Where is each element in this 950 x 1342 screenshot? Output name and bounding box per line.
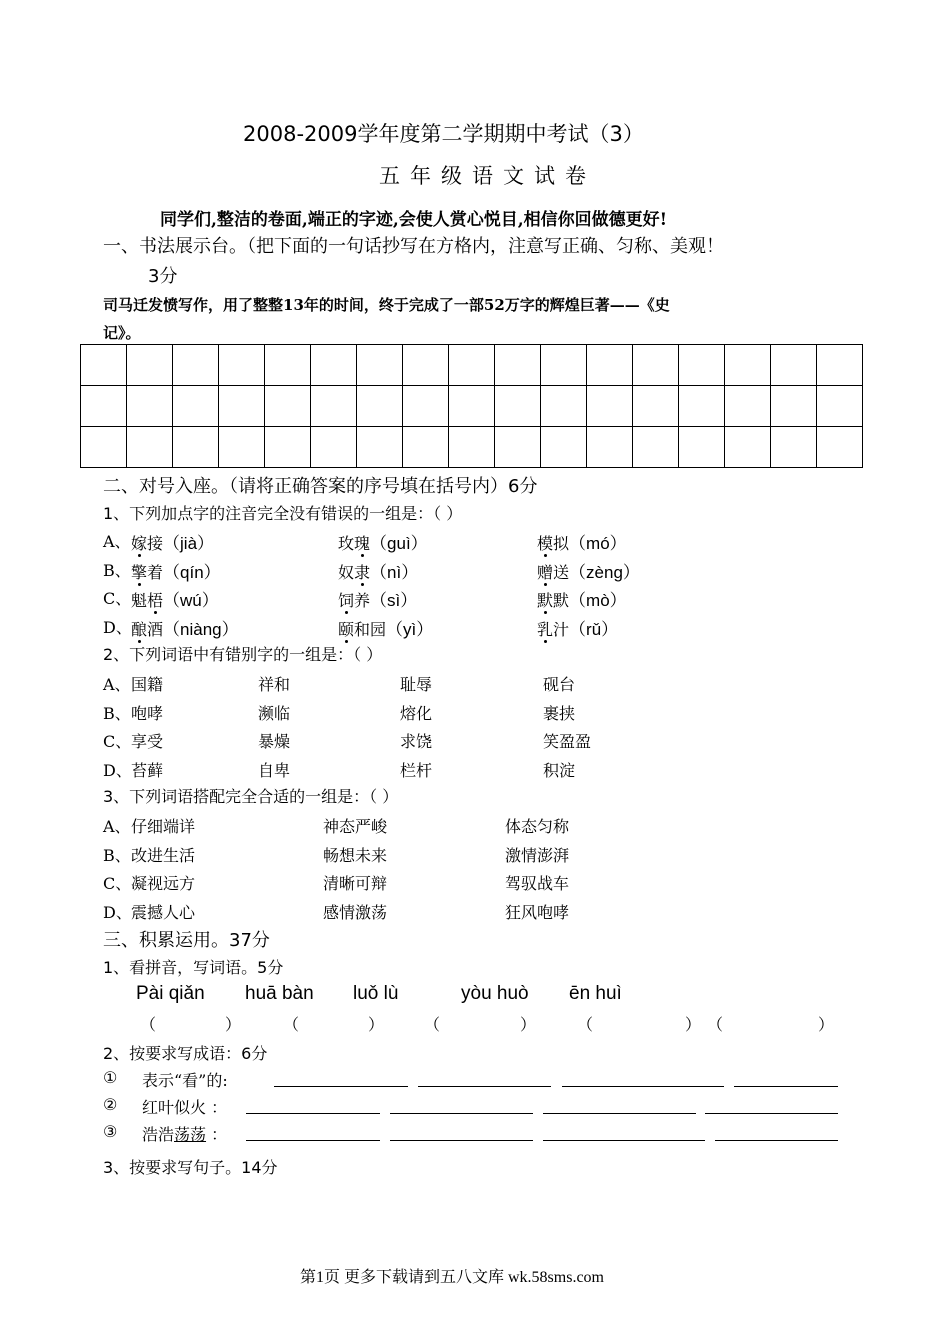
- idiom-number: ②: [103, 1095, 118, 1114]
- option-word: 熔化: [400, 703, 433, 723]
- dotted-char: 乳: [537, 617, 553, 640]
- idiom-prompt-text: ：: [206, 1125, 228, 1144]
- option-label: A、: [103, 675, 131, 694]
- idiom-prompt-text: 表示“看”的:: [142, 1071, 228, 1090]
- idiom-number: ③: [103, 1122, 118, 1141]
- answer-blank[interactable]: [543, 1113, 696, 1114]
- section1-score: 3分: [148, 266, 178, 287]
- pinyin-word: luǒ lù: [353, 983, 399, 1004]
- dotted-char: 隶: [354, 560, 370, 583]
- answer-paren-left[interactable]: （: [140, 1015, 157, 1034]
- option-word: 耻辱: [400, 675, 433, 694]
- option-word: 积淀: [543, 760, 576, 780]
- option-item: [338, 615, 433, 640]
- answer-blank[interactable]: [418, 1086, 551, 1087]
- idiom-prompt-text: 浩浩: [142, 1125, 175, 1144]
- option-text: 魁: [131, 591, 148, 610]
- answer-blank[interactable]: [705, 1113, 838, 1114]
- answer-blank[interactable]: [562, 1086, 724, 1087]
- answer-blank[interactable]: [390, 1113, 533, 1114]
- grid-row: [81, 345, 863, 386]
- option-text: 酒: [147, 619, 164, 639]
- section2-heading: 二、对号入座。（请将正确答案的序号填在括号内）6分: [103, 476, 538, 497]
- answer-paren-right: ）: [685, 1015, 702, 1034]
- option-word: 仔细端详: [131, 817, 196, 836]
- option-text: 玫: [338, 534, 355, 553]
- pinyin-word: Pài qiǎn: [136, 983, 205, 1004]
- answer-blank[interactable]: [543, 1140, 705, 1141]
- section2-q2: 2、下列词语中有错别字的一组是：（ ）: [103, 645, 383, 664]
- option-text: 和园: [354, 619, 387, 639]
- answer-blank[interactable]: [390, 1140, 533, 1141]
- option-item: [131, 558, 221, 583]
- idiom-underlined: 荡荡: [174, 1125, 207, 1144]
- answer-paren-right: ）: [520, 1015, 537, 1034]
- option-label: B、: [103, 703, 131, 723]
- option-item: [131, 615, 239, 640]
- option-word: 自卑: [258, 760, 291, 780]
- option-text: 着: [147, 562, 164, 582]
- section3-q1: 1、看拼音，写词语。5分: [103, 958, 284, 977]
- option-word: 裹挟: [543, 703, 576, 723]
- option-word: 清晰可辩: [323, 874, 388, 893]
- option-word: 国籍: [131, 675, 164, 694]
- answer-blank[interactable]: [274, 1086, 408, 1087]
- option-word: 激情澎湃: [505, 845, 570, 865]
- option-text: 送: [553, 562, 570, 582]
- exam-subtitle: 五年级语文试卷: [379, 164, 596, 188]
- option-item: [131, 586, 219, 611]
- answer-paren-left[interactable]: （: [577, 1015, 594, 1034]
- option-label: C、: [103, 589, 132, 608]
- pinyin-word: yòu huò: [461, 983, 529, 1004]
- section3-q3: 3、按要求写句子。14分: [103, 1158, 278, 1177]
- pinyin-annotation: （yì）: [386, 619, 434, 639]
- pinyin-word: huā bàn: [245, 983, 314, 1004]
- option-word: 祥和: [258, 675, 291, 694]
- answer-paren-left[interactable]: （: [283, 1015, 300, 1034]
- option-item: [338, 586, 417, 611]
- option-label: D、: [103, 617, 132, 637]
- dotted-char: 颐: [338, 617, 354, 640]
- option-label: C、: [103, 732, 132, 751]
- option-label: A、: [103, 817, 131, 836]
- dotted-char: 擎: [131, 560, 147, 583]
- answer-paren-right: ）: [225, 1015, 242, 1034]
- pinyin-annotation: （zèng）: [569, 562, 640, 582]
- option-label: B、: [103, 560, 131, 580]
- idiom-prompt: [142, 1095, 227, 1118]
- option-word: 咆哮: [131, 703, 164, 723]
- grid-row: [81, 427, 863, 468]
- option-label: A、: [103, 532, 131, 551]
- option-word: 震撼人心: [131, 902, 196, 922]
- answer-blank[interactable]: [246, 1140, 380, 1141]
- option-item: [131, 529, 214, 554]
- option-word: 改进生活: [131, 845, 196, 865]
- answer-paren-right: ）: [368, 1015, 385, 1034]
- option-label: D、: [103, 760, 132, 780]
- option-item: [338, 558, 418, 583]
- exam-title: 2008-2009学年度第二学期期中考试（3）: [243, 122, 644, 146]
- grid-row: [81, 386, 863, 427]
- section3-q2: 2、按要求写成语：6分: [103, 1044, 268, 1063]
- option-word: 感情激荡: [323, 902, 388, 922]
- option-label: C、: [103, 874, 132, 893]
- option-text: 养: [354, 591, 371, 610]
- pinyin-annotation: （mó）: [569, 534, 627, 553]
- answer-blank[interactable]: [715, 1140, 838, 1141]
- answer-blank[interactable]: [734, 1086, 838, 1087]
- option-word: 畅想未来: [323, 845, 388, 865]
- answer-blank[interactable]: [246, 1113, 380, 1114]
- option-item: [537, 558, 640, 583]
- pinyin-annotation: （niàng）: [163, 619, 239, 639]
- option-word: 栏杆: [400, 760, 433, 780]
- greeting-text: 同学们,整洁的卷面,端正的字迹,会使人赏心悦目,相信你回做德更好!: [160, 210, 668, 230]
- dotted-char: 赠: [537, 560, 553, 583]
- option-word: 凝视远方: [131, 874, 196, 893]
- option-item: [537, 529, 627, 554]
- option-item: [537, 615, 618, 640]
- copy-text-line1: 司马迁发愤写作，用了整整13年的时间，终于完成了一部52万字的辉煌巨著——《史: [103, 296, 670, 314]
- option-text: 奴: [338, 562, 355, 582]
- pinyin-annotation: （guì）: [370, 534, 428, 553]
- dotted-char: 模: [537, 531, 553, 554]
- pinyin-annotation: （jià）: [163, 534, 215, 553]
- option-item: [537, 586, 627, 611]
- option-text: 汁: [553, 619, 570, 639]
- option-word: 享受: [131, 732, 164, 751]
- answer-paren-left[interactable]: （: [707, 1015, 724, 1034]
- section1-heading: 一、书法展示台。（把下面的一句话抄写在方格内，注意写正确、匀称、美观！: [103, 236, 724, 257]
- option-text: 默: [553, 591, 570, 610]
- idiom-prompt: [142, 1068, 228, 1091]
- dotted-char: 饲: [338, 588, 354, 611]
- option-word: 暴燥: [258, 732, 291, 751]
- option-item: [338, 529, 428, 554]
- idiom-prompt-text: 红叶似火 ：: [142, 1098, 228, 1117]
- dotted-char: 酿: [131, 617, 147, 640]
- section2-q3: 3、下列词语搭配完全合适的一组是：（ ）: [103, 787, 399, 806]
- pinyin-annotation: （sì）: [370, 591, 418, 610]
- answer-paren-right: ）: [818, 1015, 835, 1034]
- dotted-char: 嫁: [131, 531, 147, 554]
- dotted-char: 梧: [147, 588, 163, 611]
- section2-q1: 1、下列加点字的注音完全没有错误的一组是：（ ）: [103, 504, 463, 523]
- option-word: 神态严峻: [323, 817, 388, 836]
- option-word: 濒临: [258, 703, 291, 723]
- idiom-prompt: [142, 1122, 227, 1145]
- pinyin-word: ēn huì: [569, 983, 622, 1004]
- section3-heading: 三、积累运用。37分: [103, 930, 270, 951]
- dotted-char: 瑰: [354, 531, 370, 554]
- answer-paren-left[interactable]: （: [424, 1015, 441, 1034]
- pinyin-annotation: （rǔ）: [569, 619, 619, 639]
- pinyin-annotation: （qín）: [163, 562, 221, 582]
- dotted-char: 默: [537, 588, 553, 611]
- option-word: 驾驭战车: [505, 874, 570, 893]
- writing-grid[interactable]: [80, 344, 863, 468]
- copy-text-line2: 记》。: [103, 324, 141, 342]
- pinyin-annotation: （mò）: [569, 591, 627, 610]
- option-word: 求饶: [400, 732, 433, 751]
- option-word: 笑盈盈: [543, 732, 592, 751]
- option-word: 狂风咆哮: [505, 902, 570, 922]
- pinyin-annotation: （nì）: [370, 562, 419, 582]
- option-label: B、: [103, 845, 131, 865]
- option-word: 体态匀称: [505, 817, 570, 836]
- page-footer: 第1页 更多下载请到五八文库 wk.58sms.com: [300, 1269, 605, 1286]
- option-label: D、: [103, 902, 132, 922]
- pinyin-annotation: （wú）: [163, 591, 219, 610]
- idiom-number: ①: [103, 1068, 118, 1087]
- option-text: 拟: [553, 534, 570, 553]
- option-word: 砚台: [543, 675, 576, 694]
- option-text: 接: [147, 534, 164, 553]
- option-word: 苔藓: [131, 760, 164, 780]
